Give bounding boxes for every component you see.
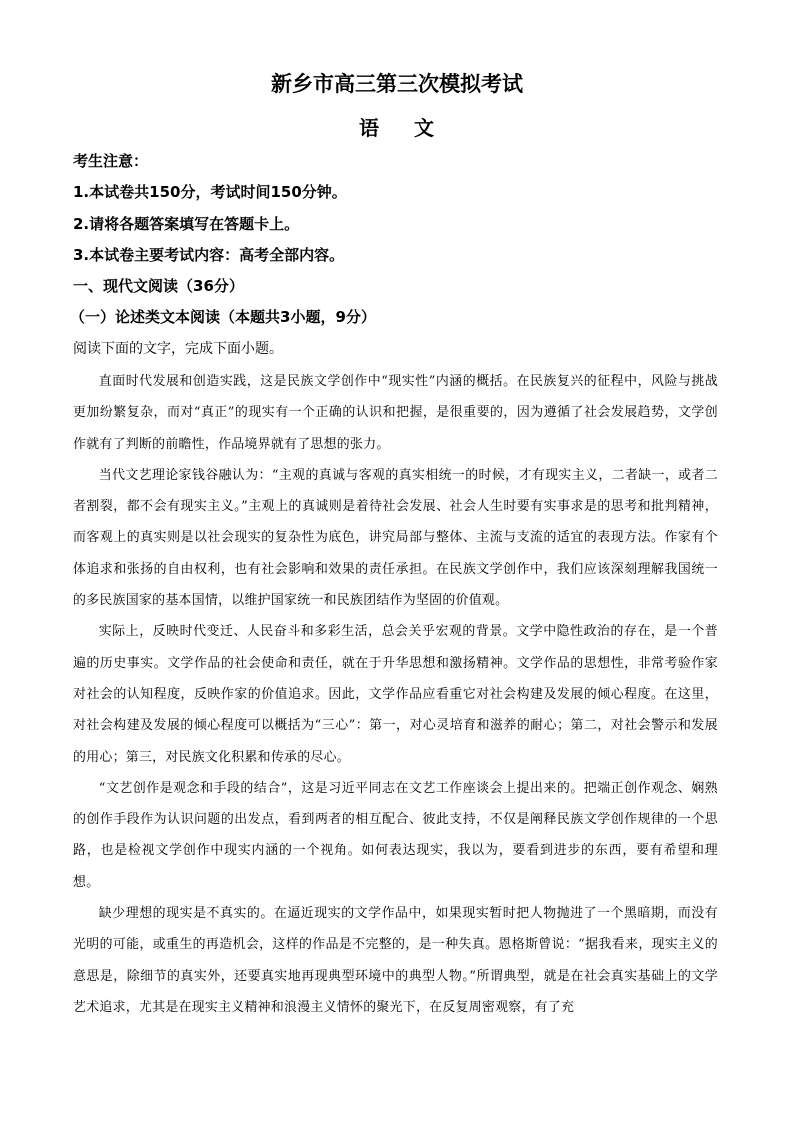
subsection-title: （一）论述类文本阅读（本题共3小题，9分） — [70, 308, 376, 326]
reading-instruction: 阅读下面的文字，完成下面小题。 — [73, 341, 283, 357]
passage-paragraph-4: “文艺创作是观念和手段的结合”，这是习近平同志在文艺工作座谈会上提出来的。把端正创作观念、娴熟的创作手段作为认识问题的出发点，看到两者的相互配合、彼此支持，不仅是阐释民族文学创作规律的一个思路，也是检视文学创作中现实内涵的一个视角。如何表达现实，我以为，要看到进步的东西，要有希望和理想。 — [73, 780, 718, 890]
notice-heading: 考生注意： — [73, 152, 149, 170]
passage-paragraph-2: 当代文艺理论家钱谷融认为：“主观的真诚与客观的真实相统一的时候，才有现实主义，二者缺一，或者二者割裂，都不会有现实主义。”主观上的真诚则是着待社会发展、社会人生时要有实事求是的思考和批判精神，而客观上的真实则是以社会现实的复杂性为底色，讲究局部与整体、主流与支流的适宜的表现方法。作家有个体追求和张扬的自由权利，也有社会影响和效果的责任承担。在民族文学创作中，我们应该深刻理解我国统一的多民族国家的基本国情，以维护国家统一和民族团结作为坚固的价值观。 — [73, 467, 718, 609]
passage-paragraph-1: 直面时代发展和创造实践，这是民族文学创作中“现实性”内涵的概括。在民族复兴的征程中，风险与挑战更加纷繁复杂，而对“真正”的现实有一个正确的认识和把握，是很重要的，因为遵循了社会发展趋势，文学创作就有了判断的前瞻性，作品境界就有了思想的张力。 — [73, 374, 718, 452]
exam-title: 新乡市高三第三次模拟考试 — [271, 71, 523, 96]
reading-passage — [73, 366, 718, 1023]
passage-paragraph-3: 实际上，反映时代变迁、人民奋斗和多彩生活，总会关乎宏观的背景。文学中隐性政治的存在，是一个普遍的历史事实。文学作品的社会使命和责任，就在于升华思想和激扬精神。文学作品的思想性，非常考验作家对社会的认知程度，反映作家的价值追求。因此，文学作品应看重它对社会构建及发展的倾心程度。在这里，对社会构建及发展的倾心程度可以概括为“三心”：第一，对心灵培育和滋养的耐心；第二，对社会警示和发展的用心；第三，对民族文化积累和传承的尽心。 — [73, 624, 718, 765]
section-title: 一、现代文阅读（36分） — [73, 277, 244, 295]
notice-item-1: 1.本试卷共150分，考试时间150分钟。 — [73, 183, 347, 201]
notice-item-3: 3.本试卷主要考试内容：高考全部内容。 — [73, 246, 345, 264]
subject-title: 语 文 — [359, 116, 435, 140]
notice-item-2: 2.请将各题答案填写在答题卡上。 — [73, 215, 300, 233]
passage-paragraph-5: 缺少理想的现实是不真实的。在逼近现实的文学作品中，如果现实暂时把人物抛进了一个黑暗期，而没有光明的可能，或重生的再造机会，这样的作品是不完整的，是一种失真。恩格斯曾说：“据我看来，现实主义的意思是，除细节的真实外，还要真实地再现典型环境中的典型人物。”所谓典型，就是在社会真实基础上的文学艺术追求，尤其是在现实主义精神和浪漫主义情怀的聚光下，在反复周密观察，有了充 — [73, 906, 718, 1015]
